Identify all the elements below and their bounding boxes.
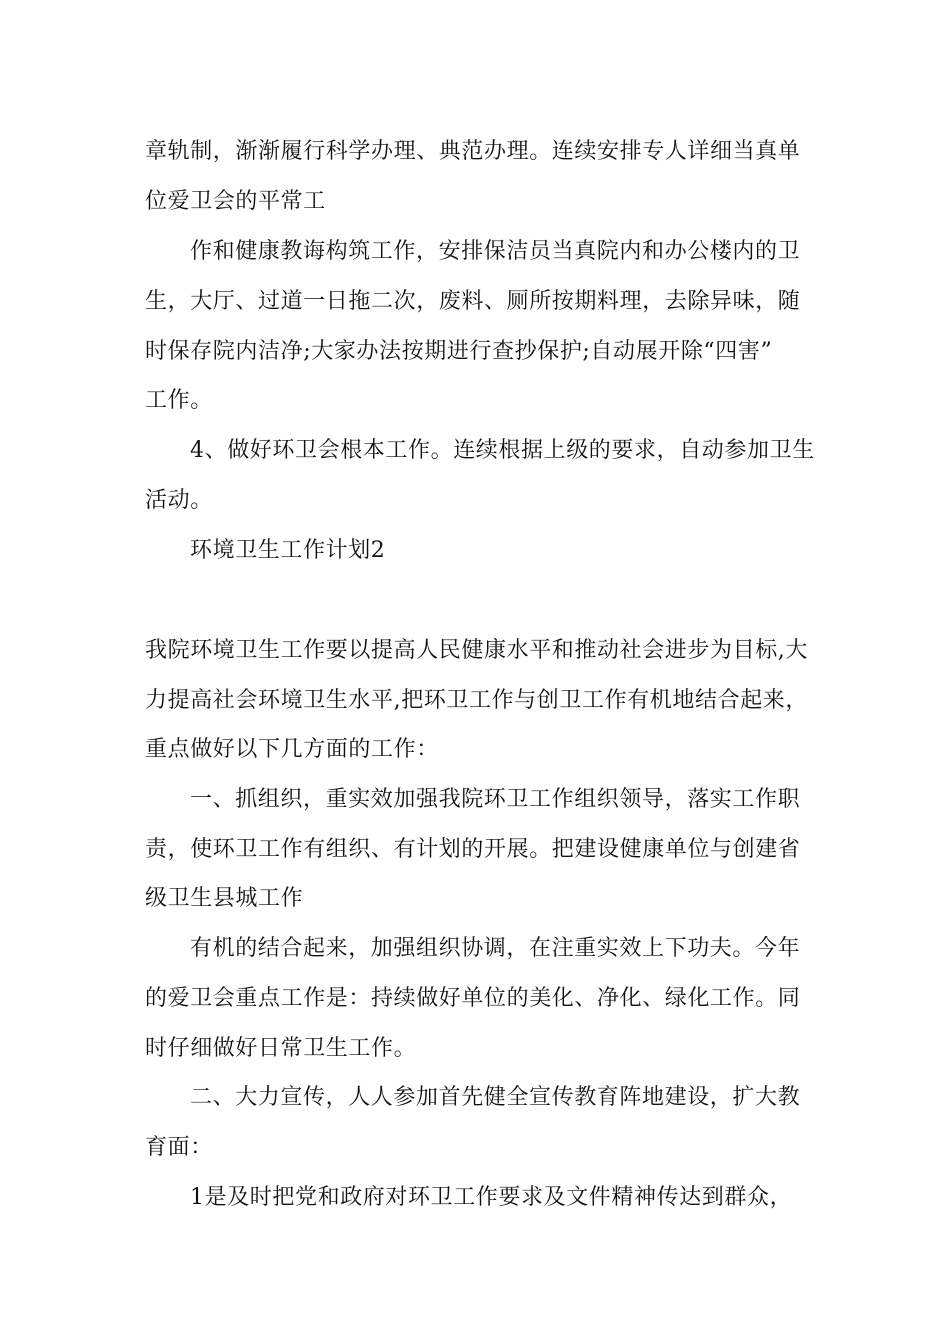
text-line: 生，大厅、过道一日拖二次，废料、厕所按期料理，去除异味，随 xyxy=(145,289,801,314)
text-line: 工作。 xyxy=(145,388,213,413)
text-line: 活动。 xyxy=(145,488,213,513)
text-line: 力提高社会环境卫生水平,把环卫工作与创卫工作有机地结合起来， xyxy=(145,688,808,713)
text-line: 我院环境卫生工作要以提高人民健康水平和推动社会进步为目标,大 xyxy=(145,638,808,663)
paragraph-start-line: 4、做好环卫会根本工作。连续根据上级的要求，自动参加卫生 xyxy=(190,438,815,463)
text-line: 位爱卫会的平常工 xyxy=(145,189,326,214)
text-line: 时仔细做好日常卫生工作。 xyxy=(145,1036,417,1061)
section-heading: 环境卫生工作计划2 xyxy=(190,538,386,563)
paragraph-start-line: 一、抓组织，重实效加强我院环卫工作组织领导，落实工作职 xyxy=(190,787,801,812)
text-line: 的爱卫会重点工作是：持续做好单位的美化、净化、绿化工作。同 xyxy=(145,986,801,1011)
paragraph-start-line: 有机的结合起来，加强组织协调，在注重实效上下功夫。今年 xyxy=(190,936,801,961)
paragraph-start-line: 二、大力宣传，人人参加首先健全宣传教育阵地建设，扩大教 xyxy=(190,1085,801,1110)
text-line: 责，使环卫工作有组织、有计划的开展。把建设健康单位与创建省 xyxy=(145,837,801,862)
paragraph-start-line: 作和健康教诲构筑工作，安排保洁员当真院内和办公楼内的卫 xyxy=(190,239,801,264)
paragraph-start-line: 1是及时把党和政府对环卫工作要求及文件精神传达到群众， xyxy=(190,1185,793,1210)
text-line: 级卫生县城工作 xyxy=(145,886,304,911)
text-line: 章轨制，渐渐履行科学办理、典范办理。连续安排专人详细当真单 xyxy=(145,139,801,164)
text-line: 时保存院内洁净;大家办法按期进行查抄保护;自动展开除“四害” xyxy=(145,339,773,364)
text-line: 育面： xyxy=(145,1135,213,1160)
text-line: 重点做好以下几方面的工作： xyxy=(145,737,439,762)
